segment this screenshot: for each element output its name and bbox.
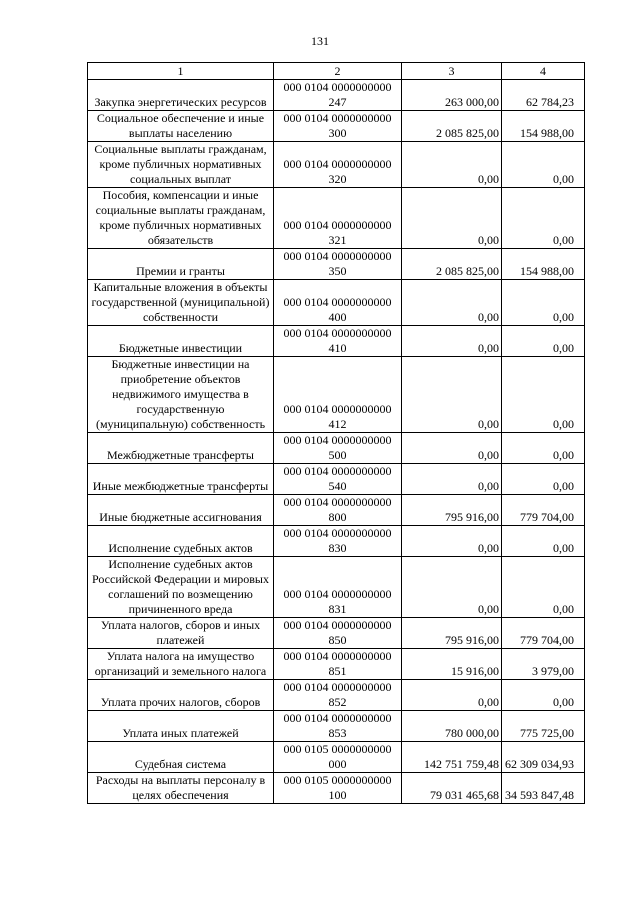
- row-code: 000 0104 0000000000 853: [274, 711, 402, 742]
- header-col-4: 4: [502, 63, 585, 80]
- row-value-col3: 0,00: [402, 433, 502, 464]
- row-value-col4: 3 979,00: [502, 649, 585, 680]
- row-value-col3: 142 751 759,48: [402, 742, 502, 773]
- table-row: [88, 111, 585, 142]
- row-value-col3: 0,00: [402, 680, 502, 711]
- row-code: 000 0104 0000000000 300: [274, 111, 402, 142]
- row-name: Расходы на выплаты персоналу в целях обеспечения: [88, 773, 274, 804]
- row-code: 000 0104 0000000000 540: [274, 464, 402, 495]
- row-value-col3: 0,00: [402, 557, 502, 618]
- row-value-col4: 0,00: [502, 433, 585, 464]
- row-code: 000 0104 0000000000 800: [274, 495, 402, 526]
- row-name: Уплата налогов, сборов и иных платежей: [88, 618, 274, 649]
- row-code: 000 0104 0000000000 412: [274, 357, 402, 433]
- row-value-col3: 0,00: [402, 464, 502, 495]
- row-code: 000 0105 0000000000 100: [274, 773, 402, 804]
- row-name: Бюджетные инвестиции на приобретение объектов недвижимого имущества в государственную (муниципальную) собственность: [88, 357, 274, 433]
- row-value-col4: 0,00: [502, 142, 585, 188]
- row-value-col3: 2 085 825,00: [402, 249, 502, 280]
- row-code: 000 0104 0000000000 247: [274, 80, 402, 111]
- row-value-col3: 795 916,00: [402, 618, 502, 649]
- budget-table: [87, 62, 585, 804]
- row-code: 000 0105 0000000000 000: [274, 742, 402, 773]
- row-name: Межбюджетные трансферты: [88, 433, 274, 464]
- row-code: 000 0104 0000000000 851: [274, 649, 402, 680]
- row-value-col3: 795 916,00: [402, 495, 502, 526]
- row-value-col3: 15 916,00: [402, 649, 502, 680]
- row-code: 000 0104 0000000000 852: [274, 680, 402, 711]
- row-name: Уплата прочих налогов, сборов: [88, 680, 274, 711]
- table-row: [88, 742, 585, 773]
- table-row: [88, 249, 585, 280]
- table-row: [88, 357, 585, 433]
- row-name: Бюджетные инвестиции: [88, 326, 274, 357]
- page-number: 131: [311, 34, 329, 48]
- table-row: [88, 433, 585, 464]
- row-code: 000 0104 0000000000 350: [274, 249, 402, 280]
- row-value-col4: 0,00: [502, 557, 585, 618]
- row-value-col4: 0,00: [502, 357, 585, 433]
- row-value-col4: 0,00: [502, 680, 585, 711]
- row-code: 000 0104 0000000000 850: [274, 618, 402, 649]
- row-value-col3: 780 000,00: [402, 711, 502, 742]
- table-row: [88, 80, 585, 111]
- row-value-col4: 0,00: [502, 280, 585, 326]
- row-value-col4: 62 309 034,93: [502, 742, 585, 773]
- row-value-col4: 154 988,00: [502, 111, 585, 142]
- table-row: [88, 526, 585, 557]
- row-code: 000 0104 0000000000 400: [274, 280, 402, 326]
- table-row: [88, 326, 585, 357]
- row-value-col3: 0,00: [402, 526, 502, 557]
- row-value-col3: 0,00: [402, 188, 502, 249]
- row-value-col4: 0,00: [502, 526, 585, 557]
- row-value-col3: 0,00: [402, 280, 502, 326]
- table-row: [88, 649, 585, 680]
- row-value-col4: 779 704,00: [502, 495, 585, 526]
- table-row: [88, 557, 585, 618]
- row-name: Социальное обеспечение и иные выплаты населению: [88, 111, 274, 142]
- row-value-col3: 0,00: [402, 357, 502, 433]
- header-col-2: 2: [274, 63, 402, 80]
- header-col-3: 3: [402, 63, 502, 80]
- row-value-col4: 0,00: [502, 464, 585, 495]
- row-value-col3: 2 085 825,00: [402, 111, 502, 142]
- table-row: [88, 464, 585, 495]
- row-value-col4: 779 704,00: [502, 618, 585, 649]
- table-row: [88, 773, 585, 804]
- table-header-row: [88, 63, 585, 80]
- row-code: 000 0104 0000000000 410: [274, 326, 402, 357]
- row-name: Иные бюджетные ассигнования: [88, 495, 274, 526]
- row-name: Уплата налога на имущество организаций и земельного налога: [88, 649, 274, 680]
- table-row: [88, 495, 585, 526]
- row-name: Закупка энергетических ресурсов: [88, 80, 274, 111]
- row-value-col4: 154 988,00: [502, 249, 585, 280]
- row-name: Уплата иных платежей: [88, 711, 274, 742]
- row-code: 000 0104 0000000000 320: [274, 142, 402, 188]
- row-code: 000 0104 0000000000 830: [274, 526, 402, 557]
- table-row: [88, 618, 585, 649]
- table-row: [88, 142, 585, 188]
- row-value-col3: 79 031 465,68: [402, 773, 502, 804]
- row-value-col4: 0,00: [502, 326, 585, 357]
- row-name: Пособия, компенсации и иные социальные выплаты гражданам, кроме публичных нормативных обязательств: [88, 188, 274, 249]
- table-row: [88, 711, 585, 742]
- table-row: [88, 680, 585, 711]
- row-value-col4: 775 725,00: [502, 711, 585, 742]
- row-value-col4: 0,00: [502, 188, 585, 249]
- table-body: [88, 80, 585, 804]
- row-code: 000 0104 0000000000 500: [274, 433, 402, 464]
- header-col-1: 1: [88, 63, 274, 80]
- row-name: Социальные выплаты гражданам, кроме публичных нормативных социальных выплат: [88, 142, 274, 188]
- table-row: [88, 188, 585, 249]
- row-name: Судебная система: [88, 742, 274, 773]
- row-name: Премии и гранты: [88, 249, 274, 280]
- row-value-col3: 0,00: [402, 326, 502, 357]
- row-value-col4: 62 784,23: [502, 80, 585, 111]
- row-name: Исполнение судебных актов: [88, 526, 274, 557]
- row-value-col3: 0,00: [402, 142, 502, 188]
- row-code: 000 0104 0000000000 321: [274, 188, 402, 249]
- row-name: Исполнение судебных актов Российской Федерации и мировых соглашений по возмещению причиненного вреда: [88, 557, 274, 618]
- row-name: Иные межбюджетные трансферты: [88, 464, 274, 495]
- table-row: [88, 280, 585, 326]
- row-code: 000 0104 0000000000 831: [274, 557, 402, 618]
- row-name: Капитальные вложения в объекты государственной (муниципальной) собственности: [88, 280, 274, 326]
- row-value-col3: 263 000,00: [402, 80, 502, 111]
- row-value-col4: 34 593 847,48: [502, 773, 585, 804]
